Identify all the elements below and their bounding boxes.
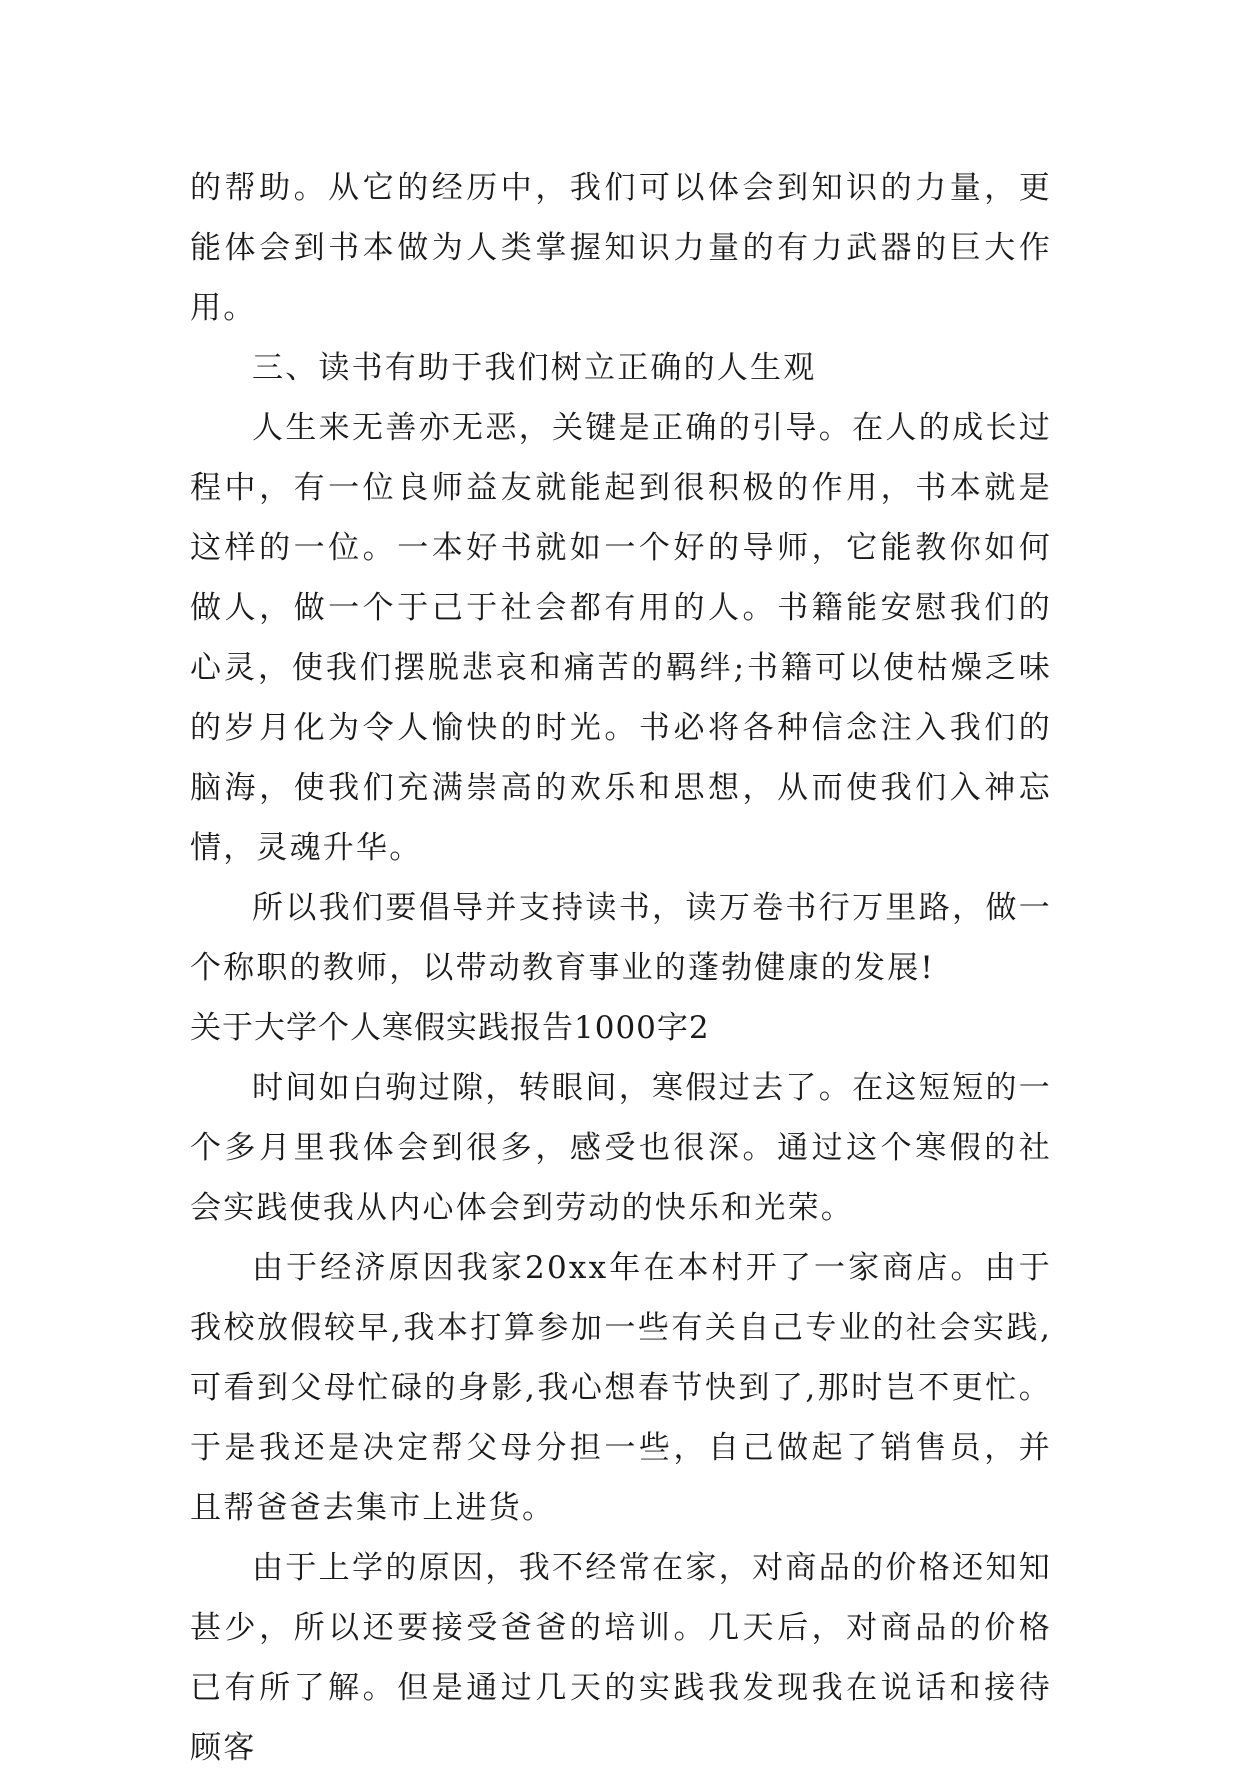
paragraph-conclusion: 所以我们要倡导并支持读书，读万卷书行万里路，做一个称职的教师，以带动教育事业的蓬勃健康的发展! [190,890,1052,986]
paragraph-report-1: 时间如白驹过隙，转眼间，寒假过去了。在这短短的一个多月里我体会到很多，感受也很深。通过这个寒假的社会实践使我从内心体会到劳动的快乐和光荣。 [190,1070,1052,1226]
paragraph-report-2: 由于经济原因我家20xx年在本村开了一家商店。由于我校放假较早,我本打算参加一些有关自己专业的社会实践,可看到父母忙碌的身影,我心想春节快到了,那时岂不更忙。于是我还是决定帮父母分担一些，自己做起了销售员，并且帮爸爸去集市上进货。 [190,1250,1052,1526]
paragraph-section3: 人生来无善亦无恶，关键是正确的引导。在人的成长过程中，有一位良师益友就能起到很积极的作用，书本就是这样的一位。一本好书就如一个好的导师，它能教你如何做人，做一个于己于社会都有用的人。书籍能安慰我们的心灵，使我们摆脱悲哀和痛苦的羁绊;书籍可以使枯燥乏味的岁月化为令人愉快的时光。书必将各种信念注入我们的脑海，使我们充满崇高的欢乐和思想，从而使我们入神忘情，灵魂升华。 [190,410,1052,866]
paragraph-continued: 的帮助。从它的经历中，我们可以体会到知识的力量，更能体会到书本做为人类掌握知识力量的有力武器的巨大作用。 [190,170,1052,326]
document-body [190,158,1052,1778]
report-title: 关于大学个人寒假实践报告1000字2 [190,1010,710,1046]
paragraph-report-3: 由于上学的原因，我不经常在家，对商品的价格还知知甚少，所以还要接受爸爸的培训。几天后，对商品的价格已有所了解。但是通过几天的实践我发现我在说话和接待顾客 [190,1550,1052,1766]
section-heading: 三、读书有助于我们树立正确的人生观 [252,350,817,386]
